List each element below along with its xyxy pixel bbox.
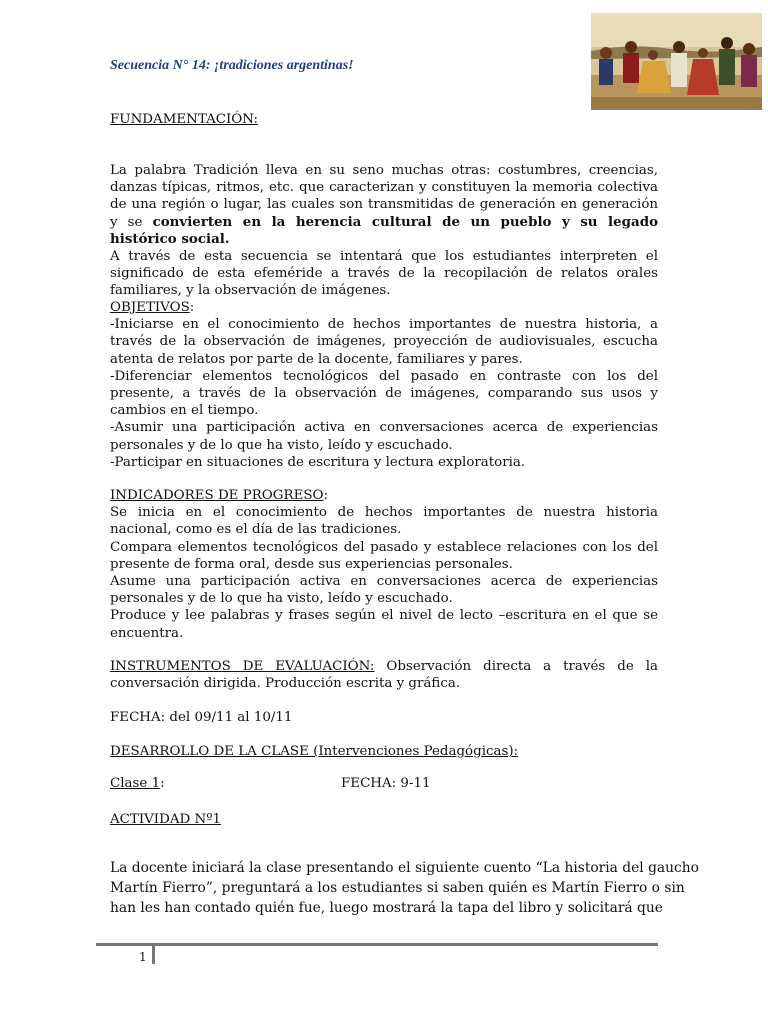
indicador-item: Se inicia en el conocimiento de hechos importantes de nuestra historia nacional, como es el día de las tradiciones. [110, 505, 658, 538]
fundamentacion-heading: FUNDAMENTACIÓN: [110, 112, 259, 127]
fundamentacion-paragraph-2: A través de esta secuencia se intentará que los estudiantes interpreten el significado de esta efeméride a través de la recopilación de relatos orales familiares, y la observación de imágenes. [110, 249, 658, 299]
fundamentacion-paragraph: La palabra Tradición lleva en su seno muchas otras: costumbres, creencias, danzas típicas, ritmos, etc. que caracterizan y constituyen la memoria colectiva de una región o lugar, las cuales son transmitidas de generación en generación y se convierten en la herencia cultural de un pueblo y su legado histórico social. [110, 163, 658, 247]
page-number: 1 [139, 950, 147, 964]
clase-row [110, 776, 658, 791]
fecha-general: FECHA: del 09/11 al 10/11 [110, 710, 293, 725]
indicador-item: Asume una participación activa en conversaciones acerca de experiencias personales y de lo que ha visto, leído y escuchado. [110, 574, 658, 607]
indicadores-heading: INDICADORES DE PROGRESO: [110, 488, 329, 503]
closing-line: La docente iniciará la clase presentando el siguiente cuento “La historia del gaucho [110, 860, 699, 876]
instrumentos-paragraph: INSTRUMENTOS DE EVALUACIÓN: Observación directa a través de la conversación dirigida. Producción escrita y gráfica. [110, 659, 658, 692]
footer-rule [96, 943, 658, 946]
painting-folk-dance-icon [591, 13, 762, 110]
indicador-item: Compara elementos tecnológicos del pasado y establece relaciones con los del presente de forma oral, desde sus experiencias personales. [110, 539, 658, 572]
objetivos-heading: OBJETIVOS: [110, 300, 195, 315]
actividad-heading: ACTIVIDAD Nº1 [110, 812, 222, 827]
desarrollo-heading: DESARROLLO DE LA CLASE (Intervenciones Pedagógicas): [110, 744, 519, 759]
page-number-divider [152, 946, 155, 964]
clase-label: Clase 1: [110, 776, 165, 791]
closing-line: Martín Fierro”, preguntará a los estudiantes si saben quién es Martín Fierro o sin [110, 880, 685, 897]
closing-paragraph [110, 858, 699, 919]
closing-line: han les han contado quién fue, luego mostrará la tapa del libro y solicitará que [110, 900, 663, 917]
document-title: Secuencia N° 14: ¡tradiciones argentinas! [110, 58, 354, 73]
clase-fecha: FECHA: 9-11 [341, 776, 431, 791]
objetivo-item: -Participar en situaciones de escritura y lectura exploratoria. [110, 454, 526, 470]
objetivo-item: -Iniciarse en el conocimiento de hechos importantes de nuestra historia, a través de la observación de imágenes, proyección de audiovisuales, escucha atenta de relatos por parte de la docente, familiares y pares. [110, 317, 658, 367]
indicador-item: Produce y lee palabras y frases según el nivel de lecto –escritura en el que se encuentra. [110, 608, 658, 641]
objetivo-item: -Asumir una participación activa en conversaciones acerca de experiencias personales y de lo que ha visto, leído y escuchado. [110, 420, 658, 453]
objetivo-item: -Diferenciar elementos tecnológicos del pasado en contraste con los del presente, a través de la observación de imágenes, comparando sus usos y cambios en el tiempo. [110, 368, 658, 419]
